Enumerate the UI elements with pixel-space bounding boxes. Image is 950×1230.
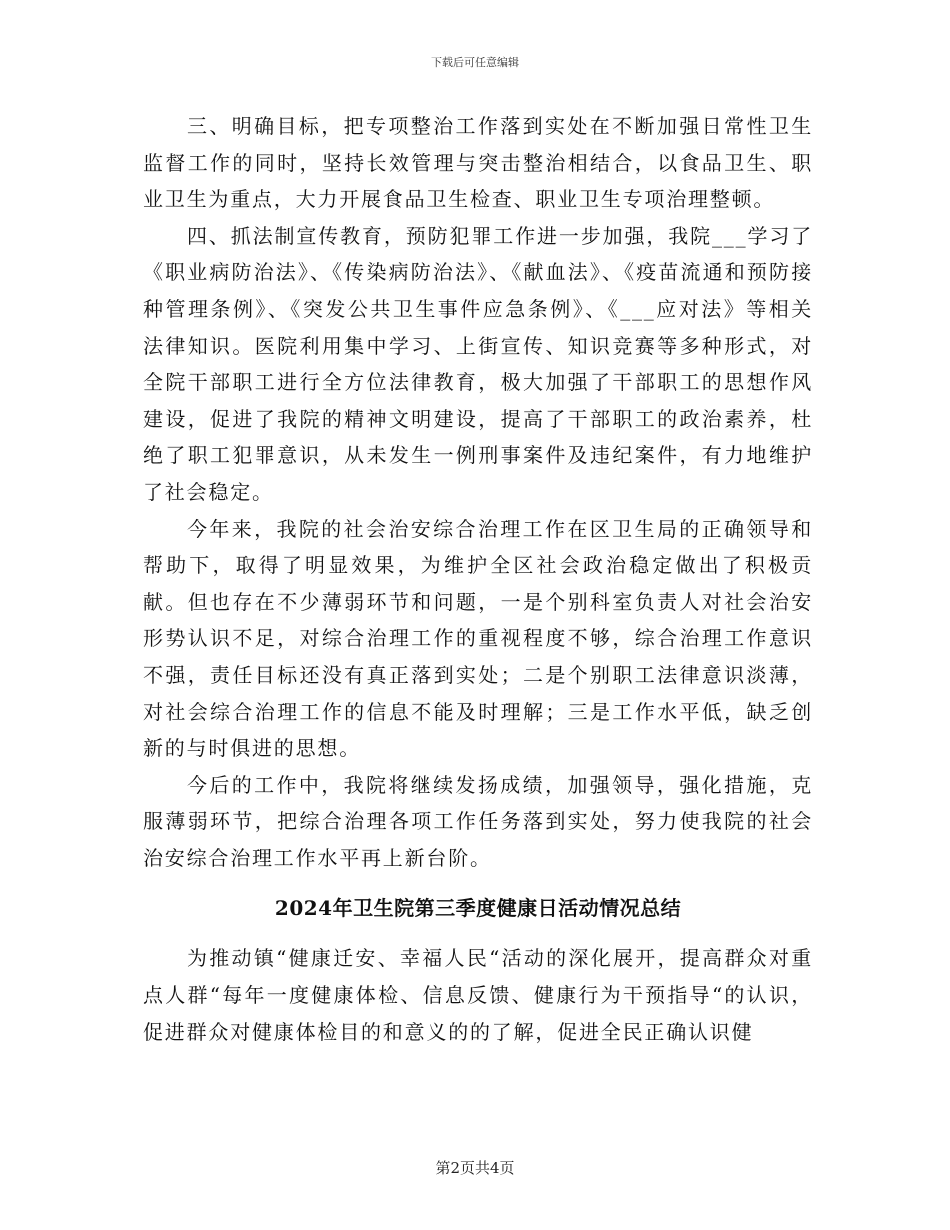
section-title: 2024年卫生院第三季度健康日活动情况总结 [274, 896, 682, 921]
paragraph-3-clear-goals: 三、明确目标，把专项整治工作落到实处在不断加强日常性卫生监督工作的同时，坚持长效管理与突击整治相结合，以食品卫生、职业卫生为重点，大力开展食品卫生检查、职业卫生专项治理整顿。 [143, 114, 813, 212]
page-header: 下载后可任意编辑 [431, 56, 519, 69]
document-body [143, 108, 813, 1050]
page-footer: 第2页共4页 [435, 1159, 515, 1177]
section-intro-paragraph: 为推动镇“健康迁安、幸福人民“活动的深化展开，提高群众对重点人群“每年一度健康体检、信息反馈、健康行为干预指导“的认识，促进群众对健康体检目的和意义的的了解，促进全民正确认识健 [143, 946, 813, 1044]
paragraph-summary-this-year: 今年来，我院的社会治安综合治理工作在区卫生局的正确领导和帮助下，取得了明显效果，为维护全区社会政治稳定做出了积极贡献。但也存在不少薄弱环节和问题，一是个别科室负责人对社会治安形势认识不足，对综合治理工作的重视程度不够，综合治理工作意识不强，责任目标还没有真正落到实处；二是个别职工法律意识淡薄，对社会综合治理工作的信息不能及时理解；三是工作水平低，缺乏创新的与时俱进的思想。 [143, 516, 813, 761]
paragraph-4-legal-education: 四、抓法制宣传教育，预防犯罪工作进一步加强，我院___学习了《职业病防治法》、《传染病防治法》、《献血法》、《疫苗流通和预防接种管理条例》、《突发公共卫生事件应急条例》、《___应对法》等相关法律知识。医院利用集中学习、上街宣传、知识竞赛等多种形式，对全院干部职工进行全方位法律教育，极大加强了干部职工的思想作风建设，促进了我院的精神文明建设，提高了干部职工的政治素养，杜绝了职工犯罪意识，从未发生一例刑事案件及违纪案件，有力地维护了社会稳定。 [143, 223, 813, 504]
paragraph-future-work: 今后的工作中，我院将继续发扬成绩，加强领导，强化措施，克服薄弱环节，把综合治理各项工作任务落到实处，努力使我院的社会治安综合治理工作水平再上新台阶。 [143, 772, 813, 870]
